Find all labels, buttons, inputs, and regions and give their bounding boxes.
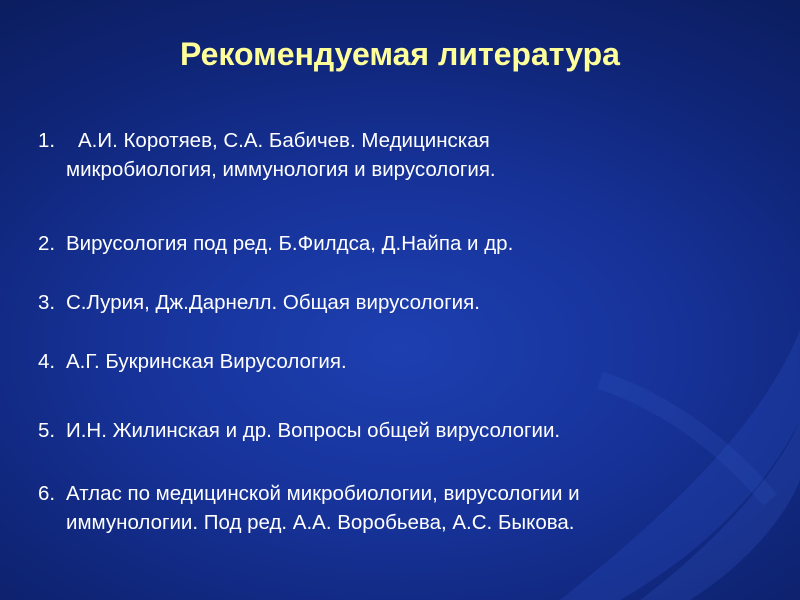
reference-text-line-1: С.Лурия, Дж.Дарнелл. Общая вирусология. [66, 291, 480, 314]
reference-number: 4. [38, 350, 56, 373]
reference-number: 1. [38, 129, 56, 152]
reference-text-line-1: А.Г. Букринская Вирусология. [66, 350, 347, 373]
reference-text-line-1: И.Н. Жилинская и др. Вопросы общей вирусологии. [66, 419, 561, 442]
reference-number: 2. [38, 232, 56, 255]
reference-number: 3. [38, 291, 56, 314]
reference-text-line-2: микробиология, иммунология и вирусология. [66, 158, 496, 181]
reference-number: 5. [38, 419, 56, 442]
reference-text-line-1: Вирусология под ред. Б.Филдса, Д.Найпа и др. [66, 232, 514, 255]
reference-text-line-2: иммунологии. Под ред. А.А. Воробьева, А.С. Быкова. [66, 511, 575, 534]
reference-number: 6. [38, 482, 56, 505]
reference-text-line-1: А.И. Коротяев, С.А. Бабичев. Медицинская [78, 129, 490, 152]
slide-title: Рекомендуемая литература [180, 36, 620, 72]
reference-text-line-1: Атлас по медицинской микробиологии, вирусологии и [66, 482, 580, 505]
